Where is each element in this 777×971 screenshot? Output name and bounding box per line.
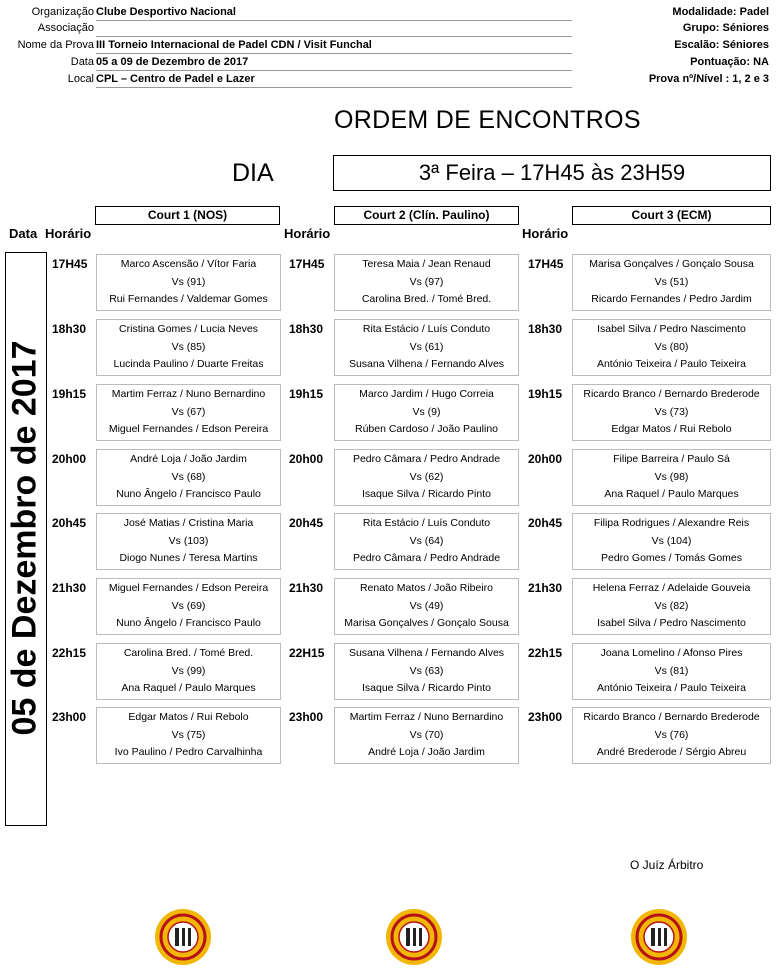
court-header: Court 1 (NOS) bbox=[95, 206, 280, 225]
match-time: 18h30 bbox=[528, 322, 563, 336]
match-time: 19h15 bbox=[52, 387, 87, 401]
team-2: Nuno Ângelo / Francisco Paulo bbox=[116, 617, 261, 629]
match-card bbox=[96, 707, 281, 764]
header-label: Nome da Prova bbox=[17, 39, 94, 51]
team-1: Edgar Matos / Rui Rebolo bbox=[128, 711, 249, 723]
page-title: ORDEM DE ENCONTROS bbox=[334, 106, 641, 134]
team-2: Isaque Silva / Ricardo Pinto bbox=[362, 488, 491, 500]
header-right-info: Modalidade: Padel bbox=[672, 6, 769, 18]
match-card bbox=[96, 643, 281, 700]
team-1: Renato Matos / João Ribeiro bbox=[359, 582, 494, 594]
team-2: Marisa Gonçalves / Gonçalo Sousa bbox=[344, 617, 509, 629]
team-2: Ana Raquel / Paulo Marques bbox=[604, 488, 739, 500]
team-2: Edgar Matos / Rui Rebolo bbox=[611, 423, 732, 435]
versus-game-number: Vs (62) bbox=[409, 470, 444, 483]
team-1: Carolina Bred. / Tomé Bred. bbox=[123, 647, 254, 659]
versus-game-number: Vs (69) bbox=[171, 599, 206, 612]
match-time: 23h00 bbox=[52, 710, 87, 724]
header-value: 05 a 09 de Dezembro de 2017 bbox=[96, 54, 572, 71]
versus-game-number: Vs (49) bbox=[409, 599, 444, 612]
header-row bbox=[0, 37, 777, 54]
match-time: 20h00 bbox=[52, 452, 87, 466]
versus-game-number: Vs (68) bbox=[171, 470, 206, 483]
team-1: Marco Ascensão / Vítor Faria bbox=[120, 258, 257, 270]
team-2: Pedro Câmara / Pedro Andrade bbox=[352, 552, 501, 564]
match-time: 20h00 bbox=[289, 452, 324, 466]
header-label: Associação bbox=[37, 22, 94, 34]
team-1: Cristina Gomes / Lucia Neves bbox=[119, 323, 258, 335]
match-time: 22h15 bbox=[528, 646, 563, 660]
team-2: António Teixeira / Paulo Teixeira bbox=[596, 682, 747, 694]
versus-game-number: Vs (82) bbox=[654, 599, 689, 612]
team-1: Martim Ferraz / Nuno Bernardino bbox=[349, 711, 504, 723]
match-card bbox=[96, 254, 281, 311]
versus-game-number: Vs (75) bbox=[171, 728, 206, 741]
match-time: 20h45 bbox=[289, 516, 324, 530]
match-card bbox=[96, 449, 281, 506]
versus-game-number: Vs (91) bbox=[171, 275, 206, 288]
team-1: Rita Estácio / Luís Conduto bbox=[362, 323, 491, 335]
header-row bbox=[0, 54, 777, 71]
match-time: 20h45 bbox=[52, 516, 87, 530]
match-time: 18h30 bbox=[52, 322, 87, 336]
team-1: Pedro Câmara / Pedro Andrade bbox=[352, 453, 501, 465]
match-time: 20h00 bbox=[528, 452, 563, 466]
match-card bbox=[572, 578, 771, 635]
match-time: 20h45 bbox=[528, 516, 563, 530]
team-2: Nuno Ângelo / Francisco Paulo bbox=[116, 488, 261, 500]
team-1: Martim Ferraz / Nuno Bernardino bbox=[111, 388, 266, 400]
team-2: Ricardo Fernandes / Pedro Jardim bbox=[591, 293, 752, 305]
team-1: Rita Estácio / Luís Conduto bbox=[362, 517, 491, 529]
match-card bbox=[572, 513, 771, 570]
match-time: 17H45 bbox=[289, 257, 325, 271]
dia-label: DIA bbox=[232, 159, 274, 187]
team-2: Isabel Silva / Pedro Nascimento bbox=[597, 617, 746, 629]
match-time: 19h15 bbox=[289, 387, 324, 401]
club-crest-icon bbox=[630, 908, 688, 966]
versus-game-number: Vs (67) bbox=[171, 405, 206, 418]
team-1: Ricardo Branco / Bernardo Brederode bbox=[583, 388, 760, 400]
header-row bbox=[0, 20, 777, 37]
versus-game-number: Vs (103) bbox=[168, 534, 209, 547]
match-card bbox=[334, 578, 519, 635]
court-header: Court 3 (ECM) bbox=[572, 206, 771, 225]
team-2: Carolina Bred. / Tomé Bred. bbox=[361, 293, 492, 305]
match-time: 22h15 bbox=[52, 646, 87, 660]
match-card bbox=[572, 643, 771, 700]
referee-signature-label: O Juíz Árbitro bbox=[630, 858, 704, 872]
header-value: CPL – Centro de Padel e Lazer bbox=[96, 71, 572, 88]
header-value: Clube Desportivo Nacional bbox=[96, 4, 572, 21]
match-card bbox=[572, 384, 771, 441]
team-1: Filipe Barreira / Paulo Sá bbox=[613, 453, 730, 465]
versus-game-number: Vs (81) bbox=[654, 664, 689, 677]
match-card bbox=[334, 449, 519, 506]
match-card bbox=[96, 319, 281, 376]
team-2: Diogo Nunes / Teresa Martins bbox=[119, 552, 258, 564]
team-2: Miguel Fernandes / Edson Pereira bbox=[108, 423, 269, 435]
match-time: 17H45 bbox=[528, 257, 564, 271]
match-card bbox=[572, 319, 771, 376]
team-2: Pedro Gomes / Tomás Gomes bbox=[600, 552, 743, 564]
team-2: Rúben Cardoso / João Paulino bbox=[354, 423, 498, 435]
team-1: Teresa Maia / Jean Renaud bbox=[362, 258, 491, 270]
team-2: André Loja / João Jardim bbox=[368, 746, 485, 758]
team-2: António Teixeira / Paulo Teixeira bbox=[596, 358, 747, 370]
match-card bbox=[334, 254, 519, 311]
team-1: Marco Jardim / Hugo Correia bbox=[359, 388, 494, 400]
match-time: 21h30 bbox=[289, 581, 324, 595]
match-card bbox=[572, 449, 771, 506]
team-1: André Loja / João Jardim bbox=[130, 453, 247, 465]
versus-game-number: Vs (98) bbox=[654, 470, 689, 483]
match-card bbox=[96, 578, 281, 635]
versus-game-number: Vs (104) bbox=[651, 534, 692, 547]
match-time: 18h30 bbox=[289, 322, 324, 336]
team-2: Ivo Paulino / Pedro Carvalhinha bbox=[114, 746, 263, 758]
dia-value: 3ª Feira – 17H45 às 23H59 bbox=[333, 155, 771, 191]
match-time: 21h30 bbox=[528, 581, 563, 595]
team-2: Isaque Silva / Ricardo Pinto bbox=[362, 682, 491, 694]
versus-game-number: Vs (64) bbox=[409, 534, 444, 547]
data-column-label: Data bbox=[9, 226, 38, 241]
team-1: Isabel Silva / Pedro Nascimento bbox=[597, 323, 746, 335]
header-label: Organização bbox=[31, 6, 94, 18]
versus-game-number: Vs (76) bbox=[654, 728, 689, 741]
match-card bbox=[334, 707, 519, 764]
team-1: Filipa Rodrigues / Alexandre Reis bbox=[593, 517, 750, 529]
match-card bbox=[334, 513, 519, 570]
match-time: 17H45 bbox=[52, 257, 88, 271]
team-1: Miguel Fernandes / Edson Pereira bbox=[108, 582, 269, 594]
team-1: Joana Lomelino / Afonso Pires bbox=[600, 647, 743, 659]
header-value: III Torneio Internacional de Padel CDN / Visit Funchal bbox=[96, 37, 572, 54]
match-card bbox=[96, 384, 281, 441]
team-2: André Brederode / Sérgio Abreu bbox=[596, 746, 747, 758]
versus-game-number: Vs (51) bbox=[654, 275, 689, 288]
match-card bbox=[96, 513, 281, 570]
versus-game-number: Vs (99) bbox=[171, 664, 206, 677]
match-card bbox=[334, 319, 519, 376]
match-card bbox=[334, 384, 519, 441]
match-card bbox=[572, 707, 771, 764]
header-value bbox=[96, 20, 572, 37]
header-right-info: Prova nº/Nível : 1, 2 e 3 bbox=[648, 73, 769, 85]
match-time: 23h00 bbox=[528, 710, 563, 724]
team-1: Marisa Gonçalves / Gonçalo Sousa bbox=[589, 258, 754, 270]
versus-game-number: Vs (9) bbox=[412, 405, 441, 418]
team-1: José Matias / Cristina Maria bbox=[123, 517, 254, 529]
match-card bbox=[572, 254, 771, 311]
versus-game-number: Vs (97) bbox=[409, 275, 444, 288]
header-right-info: Grupo: Séniores bbox=[682, 22, 769, 34]
header-row bbox=[0, 71, 777, 88]
header-row bbox=[0, 4, 777, 21]
team-1: Susana Vilhena / Fernando Alves bbox=[348, 647, 505, 659]
header-label: Local bbox=[67, 73, 94, 85]
horario-column-label-2: Horário bbox=[284, 226, 331, 241]
team-1: Ricardo Branco / Bernardo Brederode bbox=[583, 711, 760, 723]
club-crest-icon bbox=[385, 908, 443, 966]
match-time: 21h30 bbox=[52, 581, 87, 595]
horario-column-label-1: Horário bbox=[45, 226, 92, 241]
match-time: 19h15 bbox=[528, 387, 563, 401]
versus-game-number: Vs (70) bbox=[409, 728, 444, 741]
header-right-info: Pontuação: NA bbox=[690, 56, 769, 68]
team-1: Helena Ferraz / Adelaide Gouveia bbox=[592, 582, 751, 594]
club-crest-icon bbox=[154, 908, 212, 966]
match-time: 22H15 bbox=[289, 646, 325, 660]
team-2: Rui Fernandes / Valdemar Gomes bbox=[109, 293, 268, 305]
team-2: Susana Vilhena / Fernando Alves bbox=[348, 358, 505, 370]
header-right-info: Escalão: Séniores bbox=[674, 39, 769, 51]
horario-column-label-3: Horário bbox=[522, 226, 569, 241]
versus-game-number: Vs (80) bbox=[654, 340, 689, 353]
match-card bbox=[334, 643, 519, 700]
date-vertical-text: 05 de Dezembro de 2017 bbox=[5, 340, 44, 736]
team-2: Ana Raquel / Paulo Marques bbox=[121, 682, 256, 694]
header-label: Data bbox=[70, 56, 94, 68]
versus-game-number: Vs (61) bbox=[409, 340, 444, 353]
versus-game-number: Vs (73) bbox=[654, 405, 689, 418]
match-time: 23h00 bbox=[289, 710, 324, 724]
versus-game-number: Vs (85) bbox=[171, 340, 206, 353]
court-header: Court 2 (Clín. Paulino) bbox=[334, 206, 519, 225]
versus-game-number: Vs (63) bbox=[409, 664, 444, 677]
team-2: Lucinda Paulino / Duarte Freitas bbox=[113, 358, 264, 370]
